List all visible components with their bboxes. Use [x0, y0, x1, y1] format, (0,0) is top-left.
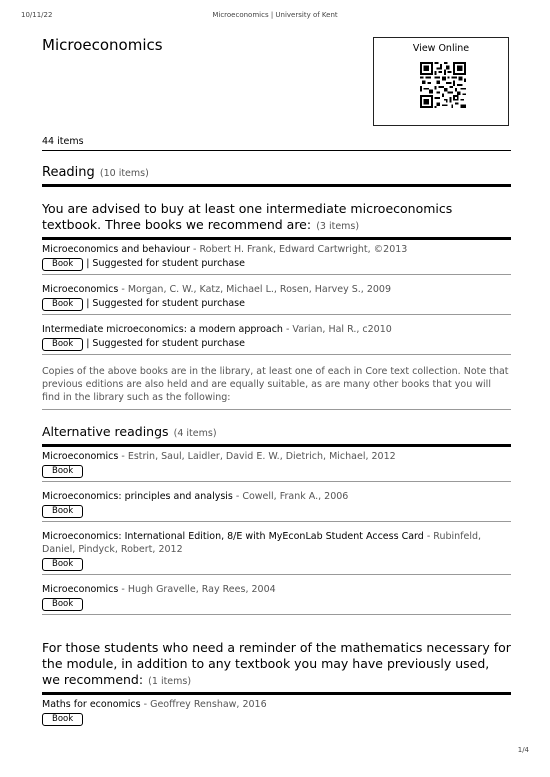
- section-count: (10 items): [99, 168, 149, 179]
- purchase-note: | Suggested for student purchase: [86, 258, 245, 269]
- group-title[interactable]: For those students who need a reminder of the mathematics necessary for the module, in addition to any textbook you may have previously used, we recommend:: [42, 640, 511, 687]
- item-title-link[interactable]: Microeconomics: [42, 284, 119, 295]
- book-badge: Book: [42, 298, 83, 311]
- qr-code-icon: [420, 62, 466, 108]
- reading-list: [42, 136, 511, 729]
- item-authors: - Hugh Gravelle, Ray Rees, 2004: [118, 584, 276, 595]
- item-authors: - Morgan, C. W., Katz, Michael L., Rosen, Harvey S., 2009: [118, 284, 392, 295]
- book-badge: Book: [42, 465, 83, 478]
- item-authors: - Rubinfeld, Daniel, Pindyck, Robert, 2012: [42, 531, 482, 555]
- section-heading-reading[interactable]: [42, 161, 511, 187]
- page-title: Microeconomics: [42, 36, 163, 54]
- item-title-link[interactable]: Maths for economics: [42, 699, 141, 710]
- item-title-link[interactable]: Microeconomics: [42, 584, 119, 595]
- list-item: [42, 275, 511, 315]
- item-authors: - Geoffrey Renshaw, 2016: [140, 699, 267, 710]
- group-title[interactable]: You are advised to buy at least one intermediate microeconomics textbook. Three books we recommend are:: [42, 201, 453, 232]
- list-item: [42, 447, 511, 482]
- item-authors: - Estrin, Saul, Laidler, David E. W., Dietrich, Michael, 2012: [118, 451, 396, 462]
- group-count: (4 items): [173, 428, 217, 439]
- item-title-link[interactable]: Microeconomics and behaviour: [42, 244, 190, 255]
- book-badge: Book: [42, 505, 83, 518]
- list-item: [42, 575, 511, 615]
- item-title-link[interactable]: Intermediate microeconomics: a modern approach: [42, 324, 283, 335]
- book-badge: Book: [42, 338, 83, 351]
- view-online-label[interactable]: View Online: [412, 43, 470, 54]
- list-item: [42, 482, 511, 522]
- book-badge: Book: [42, 713, 83, 726]
- purchase-note: | Suggested for student purchase: [86, 298, 245, 309]
- item-authors: - Robert H. Frank, Edward Cartwright, ©2013: [189, 244, 408, 255]
- list-item: [42, 522, 511, 575]
- item-authors: - Cowell, Frank A., 2006: [232, 491, 349, 502]
- book-badge: Book: [42, 258, 83, 271]
- item-title-link[interactable]: Microeconomics: International Edition, 8/E with MyEconLab Student Access Card: [42, 531, 424, 542]
- group-count: (1 items): [148, 676, 192, 687]
- print-page-title: Microeconomics | University of Kent: [212, 11, 338, 19]
- book-badge: Book: [42, 598, 83, 611]
- group-heading-alternative[interactable]: [42, 423, 511, 447]
- group-count: (3 items): [316, 221, 360, 232]
- notes-item: Copies of the above books are in the library, at least one of each in Core text collection. Note that previous editions are also held and are equally suitable, as are many other books that you will find in the library such as the following:: [42, 355, 511, 410]
- group-heading-mathematics[interactable]: [42, 639, 511, 695]
- print-date: 10/11/22: [21, 11, 53, 19]
- group-heading-recommended[interactable]: [42, 200, 511, 240]
- group-title[interactable]: Alternative readings: [42, 424, 169, 439]
- page-number: 1/4: [517, 746, 529, 754]
- list-item: [42, 315, 511, 355]
- purchase-note: | Suggested for student purchase: [86, 338, 245, 349]
- page-header: [0, 11, 550, 23]
- list-item: [42, 695, 511, 729]
- item-count: 44 items: [42, 136, 511, 151]
- section-title[interactable]: Reading: [42, 165, 95, 180]
- item-authors: - Varian, Hal R., c2010: [282, 324, 392, 335]
- list-item: [42, 240, 511, 275]
- book-badge: Book: [42, 558, 83, 571]
- item-title-link[interactable]: Microeconomics: [42, 451, 119, 462]
- view-online-box[interactable]: [373, 37, 509, 126]
- item-title-link[interactable]: Microeconomics: principles and analysis: [42, 491, 233, 502]
